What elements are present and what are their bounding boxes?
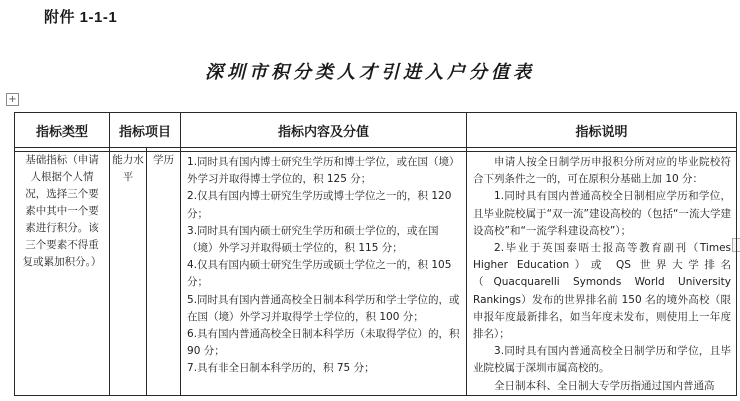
notes-paragraph: 3.同时具有国内普通高校全日制学历和学位，且毕业院校属于深圳市属高校的。 bbox=[473, 345, 732, 375]
table-move-handle-icon[interactable]: + bbox=[6, 93, 19, 106]
item-level2-cell: 学历 bbox=[147, 152, 181, 396]
content-item: 5.同时具有国内普通高校全日制本科学历和学士学位的，或在国（境）外学习并取得学士学位的，积 100 分； bbox=[187, 293, 460, 323]
header-indicator-item: 指标项目 bbox=[110, 113, 181, 148]
header-indicator-type: 指标类型 bbox=[15, 113, 110, 148]
content-item: 3.同时具有国内硕士研究生学历和硕士学位的，或在国（境）外学习并取得硕士学位的，积 115 分； bbox=[187, 224, 439, 255]
content-item: 2.仅具有国内博士研究生学历或博士学位之一的，积 120 分； bbox=[187, 190, 452, 220]
header-indicator-notes: 指标说明 bbox=[467, 113, 737, 148]
document-title: 深圳市积分类人才引进入户分值表 bbox=[205, 62, 535, 83]
content-item: 4.仅具有国内硕士研究生学历或硕士学位之一的，积 105 分； bbox=[187, 259, 452, 289]
content-item: 1.同时具有国内博士研究生学历和博士学位，或在国（境）外学习并取得博士学位的，积 125 分； bbox=[187, 156, 460, 186]
header-indicator-content: 指标内容及分值 bbox=[181, 113, 467, 148]
notes-paragraph: 2.毕业于英国泰晤士报高等教育副刊（Times Higher Education）或 QS 世界大学排名（Quacquarelli Symonds World University Rankings）发布的世界排名前 150 名的境外高校（限申报年度最新排名，如当年度未发布，则使用上一年度排名）； bbox=[473, 242, 732, 341]
content-item: 6.具有国内普通高校全日制本科学历（未取得学位）的，积 90 分； bbox=[187, 328, 460, 358]
notes-paragraph: 申请人按全日制学历申报积分所对应的毕业院校符合下列条件之一的，可在原积分基础上加 10 分： bbox=[473, 156, 732, 186]
notes-paragraph: 全日制本科、全日制大专学历指通过国内普通高 bbox=[494, 379, 715, 392]
content-cell bbox=[181, 152, 467, 396]
table-header-row bbox=[15, 113, 737, 148]
attachment-label: 附件 1-1-1 bbox=[44, 9, 118, 26]
notes-cell bbox=[467, 152, 737, 396]
content-item: 7.具有非全日制本科学历的，积 75 分； bbox=[187, 362, 375, 375]
score-table bbox=[14, 112, 737, 396]
item-level1-cell: 能力水平 bbox=[110, 152, 147, 396]
indicator-type-cell: 基础指标（申请人根据个人情况，选择三个要素中其中一个要素进行积分。该三个要素不得重复或累加积分。） bbox=[15, 152, 110, 396]
table-row-education bbox=[15, 152, 737, 396]
notes-paragraph: 1.同时具有国内普通高校全日制相应学历和学位，且毕业院校属于“双一流”建设高校的（包括“一流大学建设高校”和“一流学科建设高校”）； bbox=[473, 190, 732, 237]
